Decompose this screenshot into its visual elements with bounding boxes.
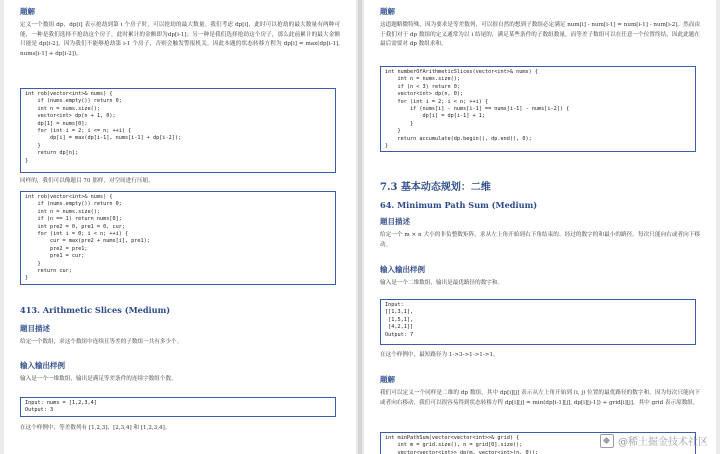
code-text: int rob(vector<int>& nums) { if (nums.empty()) return 0; int n = nums.size(); if (n == 1) return nums[0]; int pre2 = 0, pre1 = 0, cur; for (int i = 0; i < n; ++i) { cur = max(pre2 + nums[i], pre1); pre2 = pre1; pre1 = cur; } return cur; }: [25, 194, 150, 282]
io-example-text: Input: nums = [1,2,3,4] Output: 3: [25, 400, 97, 414]
watermark: [600, 433, 708, 448]
right-page: [364, 0, 716, 454]
problem-title: 64. Minimum Path Sum (Medium): [380, 200, 538, 210]
code-text: int rob(vector<int>& nums) { if (nums.empty()) return 0; int n = nums.size(); vector<int> dp(n + 1, 0); dp[1] = nums[0]; for (int i = 2; i <= n; ++i) { dp[i] = max(dp[i-1], nums[i-1] + dp[i-2]); } return dp[n]; }: [25, 91, 182, 164]
io-heading: 输入输出样例: [20, 361, 65, 370]
description-paragraph: 给定一个数组，求这个数组中连续且等差的子数组一共有多少个。: [20, 339, 183, 345]
page-gutter: [358, 0, 362, 454]
example-explanation: 在这个样例中，最短路径为 1->3->1->1->1。: [380, 352, 499, 358]
solution-heading-2: 题解: [380, 375, 395, 384]
solution-heading: 题解: [20, 7, 35, 16]
problem-title: 413. Arithmetic Slices (Medium): [20, 305, 171, 315]
section-title: 7.3 基本动态规划：二维: [380, 182, 491, 193]
solution-paragraph: 这道题略微特殊，因为要求是等差数列，可以很自然的想到子数组必定满足 num[i] - num[i-1] = num[i-1] - num[i-2]。然而由于我们对于 dp 数组的定义通常为以 i 结尾的，满足某些条件的子数组数量，而等差子数组可以在任意一个位置终结，因此此题在最后需要对 dp 数组求和。: [380, 22, 700, 48]
solution-paragraph-2: 我们可以定义一个同样是二维的 dp 数组，其中 dp[i][j] 表示从左上角开始到 (i, j) 位置的最优路径的数字和。因为每次只能向下或者向右移动，我们可以很容易得到状态转移方程 dp[i][j] = min(dp[i-1][j], dp[i][j-1]) + grid[i][j]，其中 grid 表示原数组。: [380, 390, 700, 406]
space-compression-paragraph: 同样的，我们可以像题目 70 那样，对空间进行压缩。: [20, 178, 154, 184]
code-text: int numberOfArithmeticSlices(vector<int>& nums) { int n = nums.size(); if (n < 3) return 0; vector<int> dp(n, 0); for (int i = 2; i < n; ++i) { if (nums[i] - nums[i-1] == nums[i-1] - nums[i-2]) { dp[i] = dp[i-1] + 1; } } return accumulate(dp.begin(), dp.end(), 0); }: [385, 69, 570, 150]
left-page: [4, 0, 356, 454]
io-paragraph: 输入是一个一维数组，输出是满足等差条件的连续字数组个数。: [20, 376, 177, 382]
code-block: [20, 191, 336, 285]
io-heading: 输入输出样例: [380, 265, 425, 274]
io-paragraph: 输入是一个二维数组，输出是最优路径的数字和。: [380, 280, 504, 286]
code-block: [380, 66, 696, 152]
juejin-logo-icon: [600, 434, 614, 448]
io-example-box: [380, 299, 696, 345]
example-explanation: 在这个样例中，等差数列有 [1,2,3]、[2,3,4] 和 [1,2,3,4]。: [20, 425, 171, 431]
io-example-box: [20, 397, 336, 417]
io-example-text: Input: [[1,3,1], [1,5,1], [4,2,1]] Output: 7: [385, 302, 414, 338]
description-paragraph: 给定一个 m × n 大小的非负整数矩阵，求从左上角开始到右下角结束的、经过的数字的和最小的路径。每次只能向右或者向下移动。: [380, 232, 700, 248]
code-text: int minPathSum(vector<vector<int>>& grid) { int m = grid.size(), n = grid[0].size(); vector<vector<int>> dp(m, vector<int>(n, 0));: [385, 435, 539, 454]
code-block: [20, 88, 336, 173]
description-heading: 题目描述: [20, 324, 50, 333]
watermark-text: @稀土掘金技术社区: [618, 437, 708, 448]
description-heading: 题目描述: [380, 217, 410, 226]
solution-paragraph: 定义一个数组 dp，dp[i] 表示抢劫到第 i 个房子时，可以抢劫的最大数量。我们考虑 dp[i]，此时可以抢劫的最大数量有两种可能，一种是我们选择不抢劫这个房子，此时累计的金额即为dp[i-1]；另一种是我们选择抢劫这个房子，那么此前累计的最大金额只能是 dp[i-2]，因为我们不能够抢劫第 i-1 个房子，否则会触发警报机关。因此本题的状态转移方程为 dp[i] = max(dp[i-1], nums[i-1] + dp[i-2])。: [20, 22, 340, 57]
solution-heading: 题解: [380, 7, 395, 16]
